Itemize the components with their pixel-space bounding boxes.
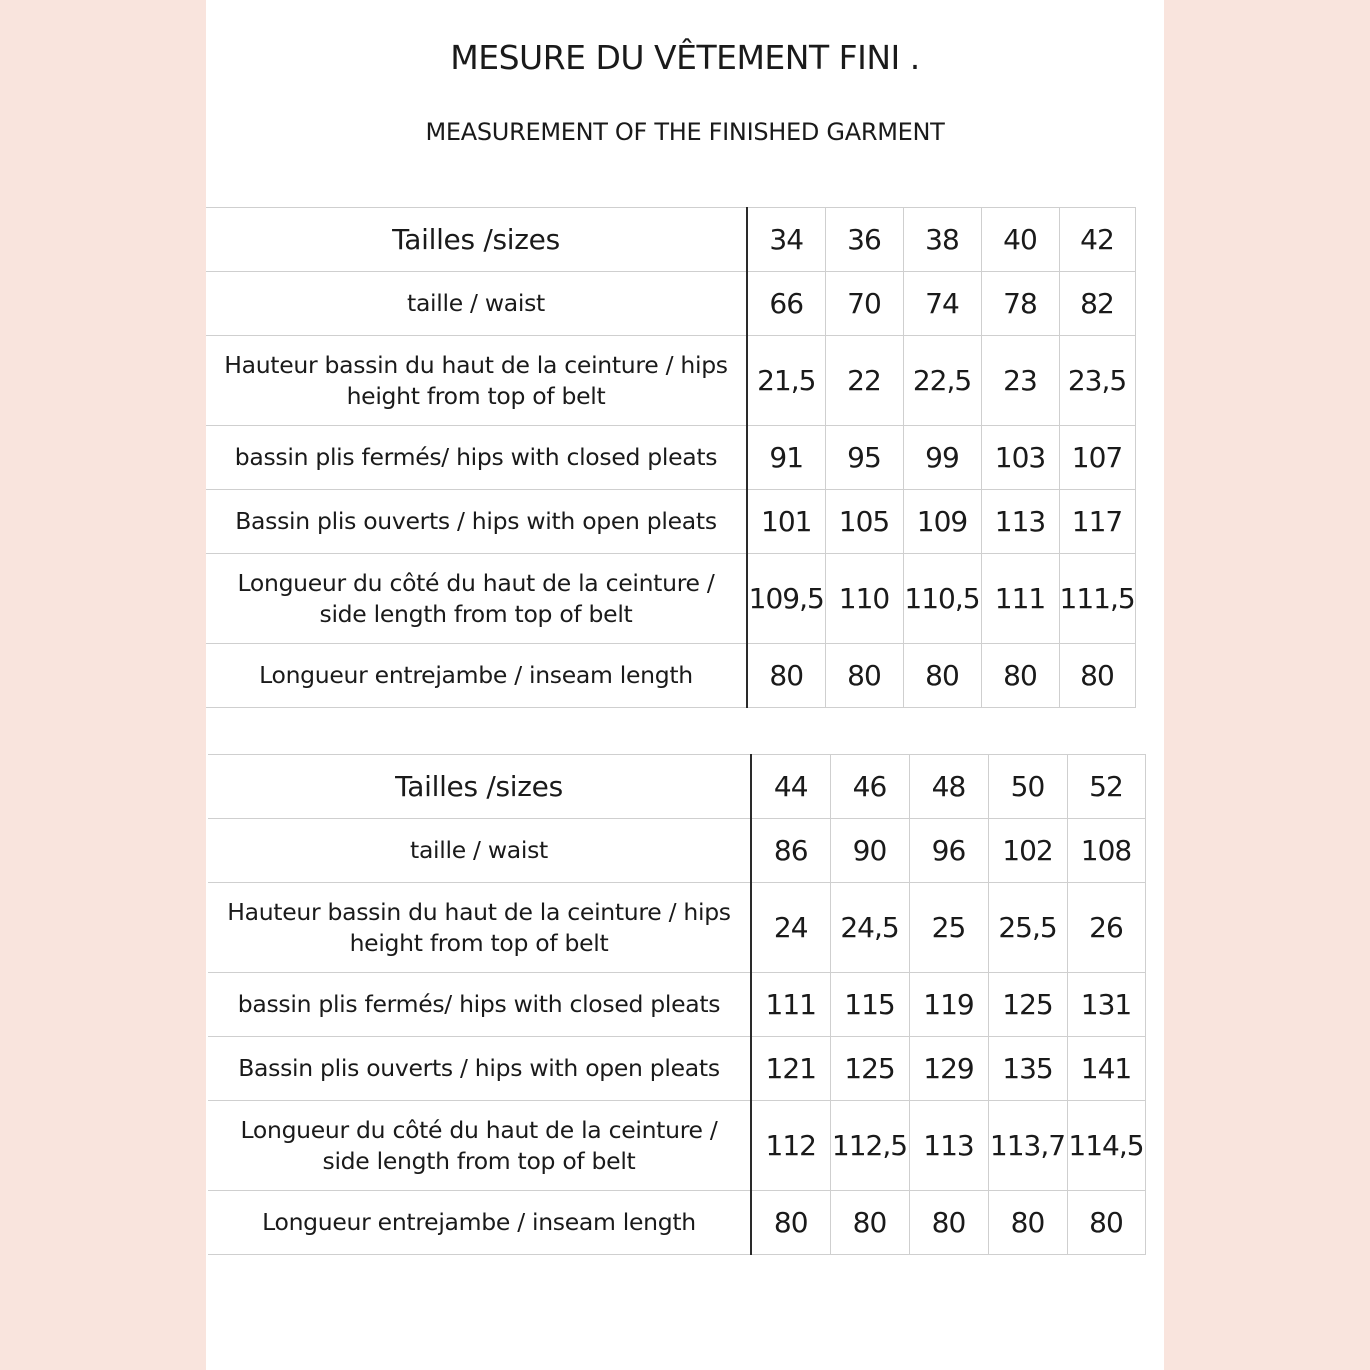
row-label xyxy=(206,208,747,272)
value-cell: 24 xyxy=(751,883,830,973)
measurement-row xyxy=(206,490,1135,554)
row-label-line: taille / waist xyxy=(407,289,545,317)
row-label-line: Longueur entrejambe / inseam length xyxy=(259,661,693,689)
value-cell: 26 xyxy=(1067,883,1145,973)
row-label xyxy=(206,336,747,426)
value-cell: 22,5 xyxy=(903,336,981,426)
value-cell: 25 xyxy=(909,883,988,973)
value-cell: 125 xyxy=(988,973,1067,1037)
size-table-2 xyxy=(208,754,1146,1255)
value-cell: 109,5 xyxy=(747,554,825,644)
value-cell: 113 xyxy=(981,490,1059,554)
measurement-row xyxy=(208,1191,1145,1255)
title-french: MESURE DU VÊTEMENT FINI . xyxy=(450,38,920,77)
size-cell: 34 xyxy=(747,208,825,272)
value-cell: 74 xyxy=(903,272,981,336)
value-cell: 112 xyxy=(751,1101,830,1191)
value-cell: 80 xyxy=(909,1191,988,1255)
value-cell: 119 xyxy=(909,973,988,1037)
size-cell: 40 xyxy=(981,208,1059,272)
measurement-row xyxy=(208,973,1145,1037)
row-label-line: taille / waist xyxy=(410,836,548,864)
value-cell: 108 xyxy=(1067,819,1145,883)
value-cell: 21,5 xyxy=(747,336,825,426)
value-cell: 107 xyxy=(1059,426,1135,490)
measurement-row xyxy=(208,1101,1145,1191)
value-cell: 105 xyxy=(825,490,903,554)
row-label xyxy=(208,883,751,973)
value-cell: 78 xyxy=(981,272,1059,336)
value-cell: 99 xyxy=(903,426,981,490)
value-cell: 101 xyxy=(747,490,825,554)
value-cell: 125 xyxy=(830,1037,909,1101)
measurement-row xyxy=(206,644,1135,708)
value-cell: 70 xyxy=(825,272,903,336)
value-cell: 80 xyxy=(1059,644,1135,708)
row-label-line: height from top of belt xyxy=(349,928,609,957)
value-cell: 117 xyxy=(1059,490,1135,554)
row-label-line: side length from top of belt xyxy=(319,599,633,628)
value-cell: 110 xyxy=(825,554,903,644)
value-cell: 66 xyxy=(747,272,825,336)
measurement-row xyxy=(206,336,1135,426)
value-cell: 95 xyxy=(825,426,903,490)
size-cell: 50 xyxy=(988,755,1067,819)
measurement-row xyxy=(206,554,1135,644)
size-cell: 52 xyxy=(1067,755,1145,819)
row-label-line: bassin plis fermés/ hips with closed pleats xyxy=(234,443,718,471)
size-cell: 36 xyxy=(825,208,903,272)
row-label xyxy=(206,490,747,554)
value-cell: 131 xyxy=(1067,973,1145,1037)
value-cell: 80 xyxy=(1067,1191,1145,1255)
size-header-row xyxy=(208,755,1145,819)
value-cell: 113,7 xyxy=(988,1101,1067,1191)
row-label xyxy=(206,272,747,336)
value-cell: 80 xyxy=(988,1191,1067,1255)
row-label xyxy=(208,1101,751,1191)
measurement-row xyxy=(208,1037,1145,1101)
value-cell: 80 xyxy=(903,644,981,708)
row-label-line: Longueur du côté du haut de la ceinture / xyxy=(240,1115,718,1144)
size-cell: 48 xyxy=(909,755,988,819)
value-cell: 111 xyxy=(751,973,830,1037)
measurement-sheet xyxy=(206,0,1164,1370)
row-label xyxy=(208,1191,751,1255)
row-label xyxy=(206,426,747,490)
value-cell: 91 xyxy=(747,426,825,490)
value-cell: 80 xyxy=(830,1191,909,1255)
value-cell: 113 xyxy=(909,1101,988,1191)
value-cell: 23,5 xyxy=(1059,336,1135,426)
value-cell: 103 xyxy=(981,426,1059,490)
value-cell: 80 xyxy=(751,1191,830,1255)
row-label-line: bassin plis fermés/ hips with closed pleats xyxy=(237,990,721,1018)
value-cell: 111 xyxy=(981,554,1059,644)
value-cell: 129 xyxy=(909,1037,988,1101)
value-cell: 23 xyxy=(981,336,1059,426)
size-cell: 46 xyxy=(830,755,909,819)
row-label xyxy=(206,644,747,708)
value-cell: 112,5 xyxy=(830,1101,909,1191)
value-cell: 96 xyxy=(909,819,988,883)
row-label-line: Tailles /sizes xyxy=(395,770,563,803)
row-label xyxy=(208,819,751,883)
value-cell: 135 xyxy=(988,1037,1067,1101)
size-header-row xyxy=(206,208,1135,272)
measurement-row xyxy=(208,883,1145,973)
value-cell: 102 xyxy=(988,819,1067,883)
value-cell: 22 xyxy=(825,336,903,426)
row-label-line: side length from top of belt xyxy=(322,1146,636,1175)
row-label xyxy=(206,554,747,644)
value-cell: 114,5 xyxy=(1067,1101,1145,1191)
measurement-row xyxy=(208,819,1145,883)
value-cell: 121 xyxy=(751,1037,830,1101)
title-english: MEASUREMENT OF THE FINISHED GARMENT xyxy=(425,118,945,146)
size-cell: 42 xyxy=(1059,208,1135,272)
value-cell: 86 xyxy=(751,819,830,883)
row-label xyxy=(208,973,751,1037)
row-label-line: Tailles /sizes xyxy=(392,223,560,256)
value-cell: 25,5 xyxy=(988,883,1067,973)
measurement-row xyxy=(206,272,1135,336)
value-cell: 115 xyxy=(830,973,909,1037)
size-table-1 xyxy=(206,207,1136,708)
value-cell: 141 xyxy=(1067,1037,1145,1101)
value-cell: 90 xyxy=(830,819,909,883)
row-label-line: height from top of belt xyxy=(346,381,606,410)
value-cell: 111,5 xyxy=(1059,554,1135,644)
value-cell: 80 xyxy=(825,644,903,708)
value-cell: 110,5 xyxy=(903,554,981,644)
row-label-line: Longueur entrejambe / inseam length xyxy=(262,1208,696,1236)
value-cell: 80 xyxy=(747,644,825,708)
row-label-line: Hauteur bassin du haut de la ceinture / hips xyxy=(227,897,731,926)
row-label-line: Longueur du côté du haut de la ceinture / xyxy=(237,568,715,597)
value-cell: 109 xyxy=(903,490,981,554)
size-cell: 38 xyxy=(903,208,981,272)
measurement-row xyxy=(206,426,1135,490)
row-label xyxy=(208,1037,751,1101)
row-label xyxy=(208,755,751,819)
value-cell: 24,5 xyxy=(830,883,909,973)
row-label-line: Hauteur bassin du haut de la ceinture / hips xyxy=(224,350,728,379)
value-cell: 82 xyxy=(1059,272,1135,336)
size-cell: 44 xyxy=(751,755,830,819)
row-label-line: Bassin plis ouverts / hips with open pleats xyxy=(235,507,717,535)
row-label-line: Bassin plis ouverts / hips with open pleats xyxy=(238,1054,720,1082)
value-cell: 80 xyxy=(981,644,1059,708)
